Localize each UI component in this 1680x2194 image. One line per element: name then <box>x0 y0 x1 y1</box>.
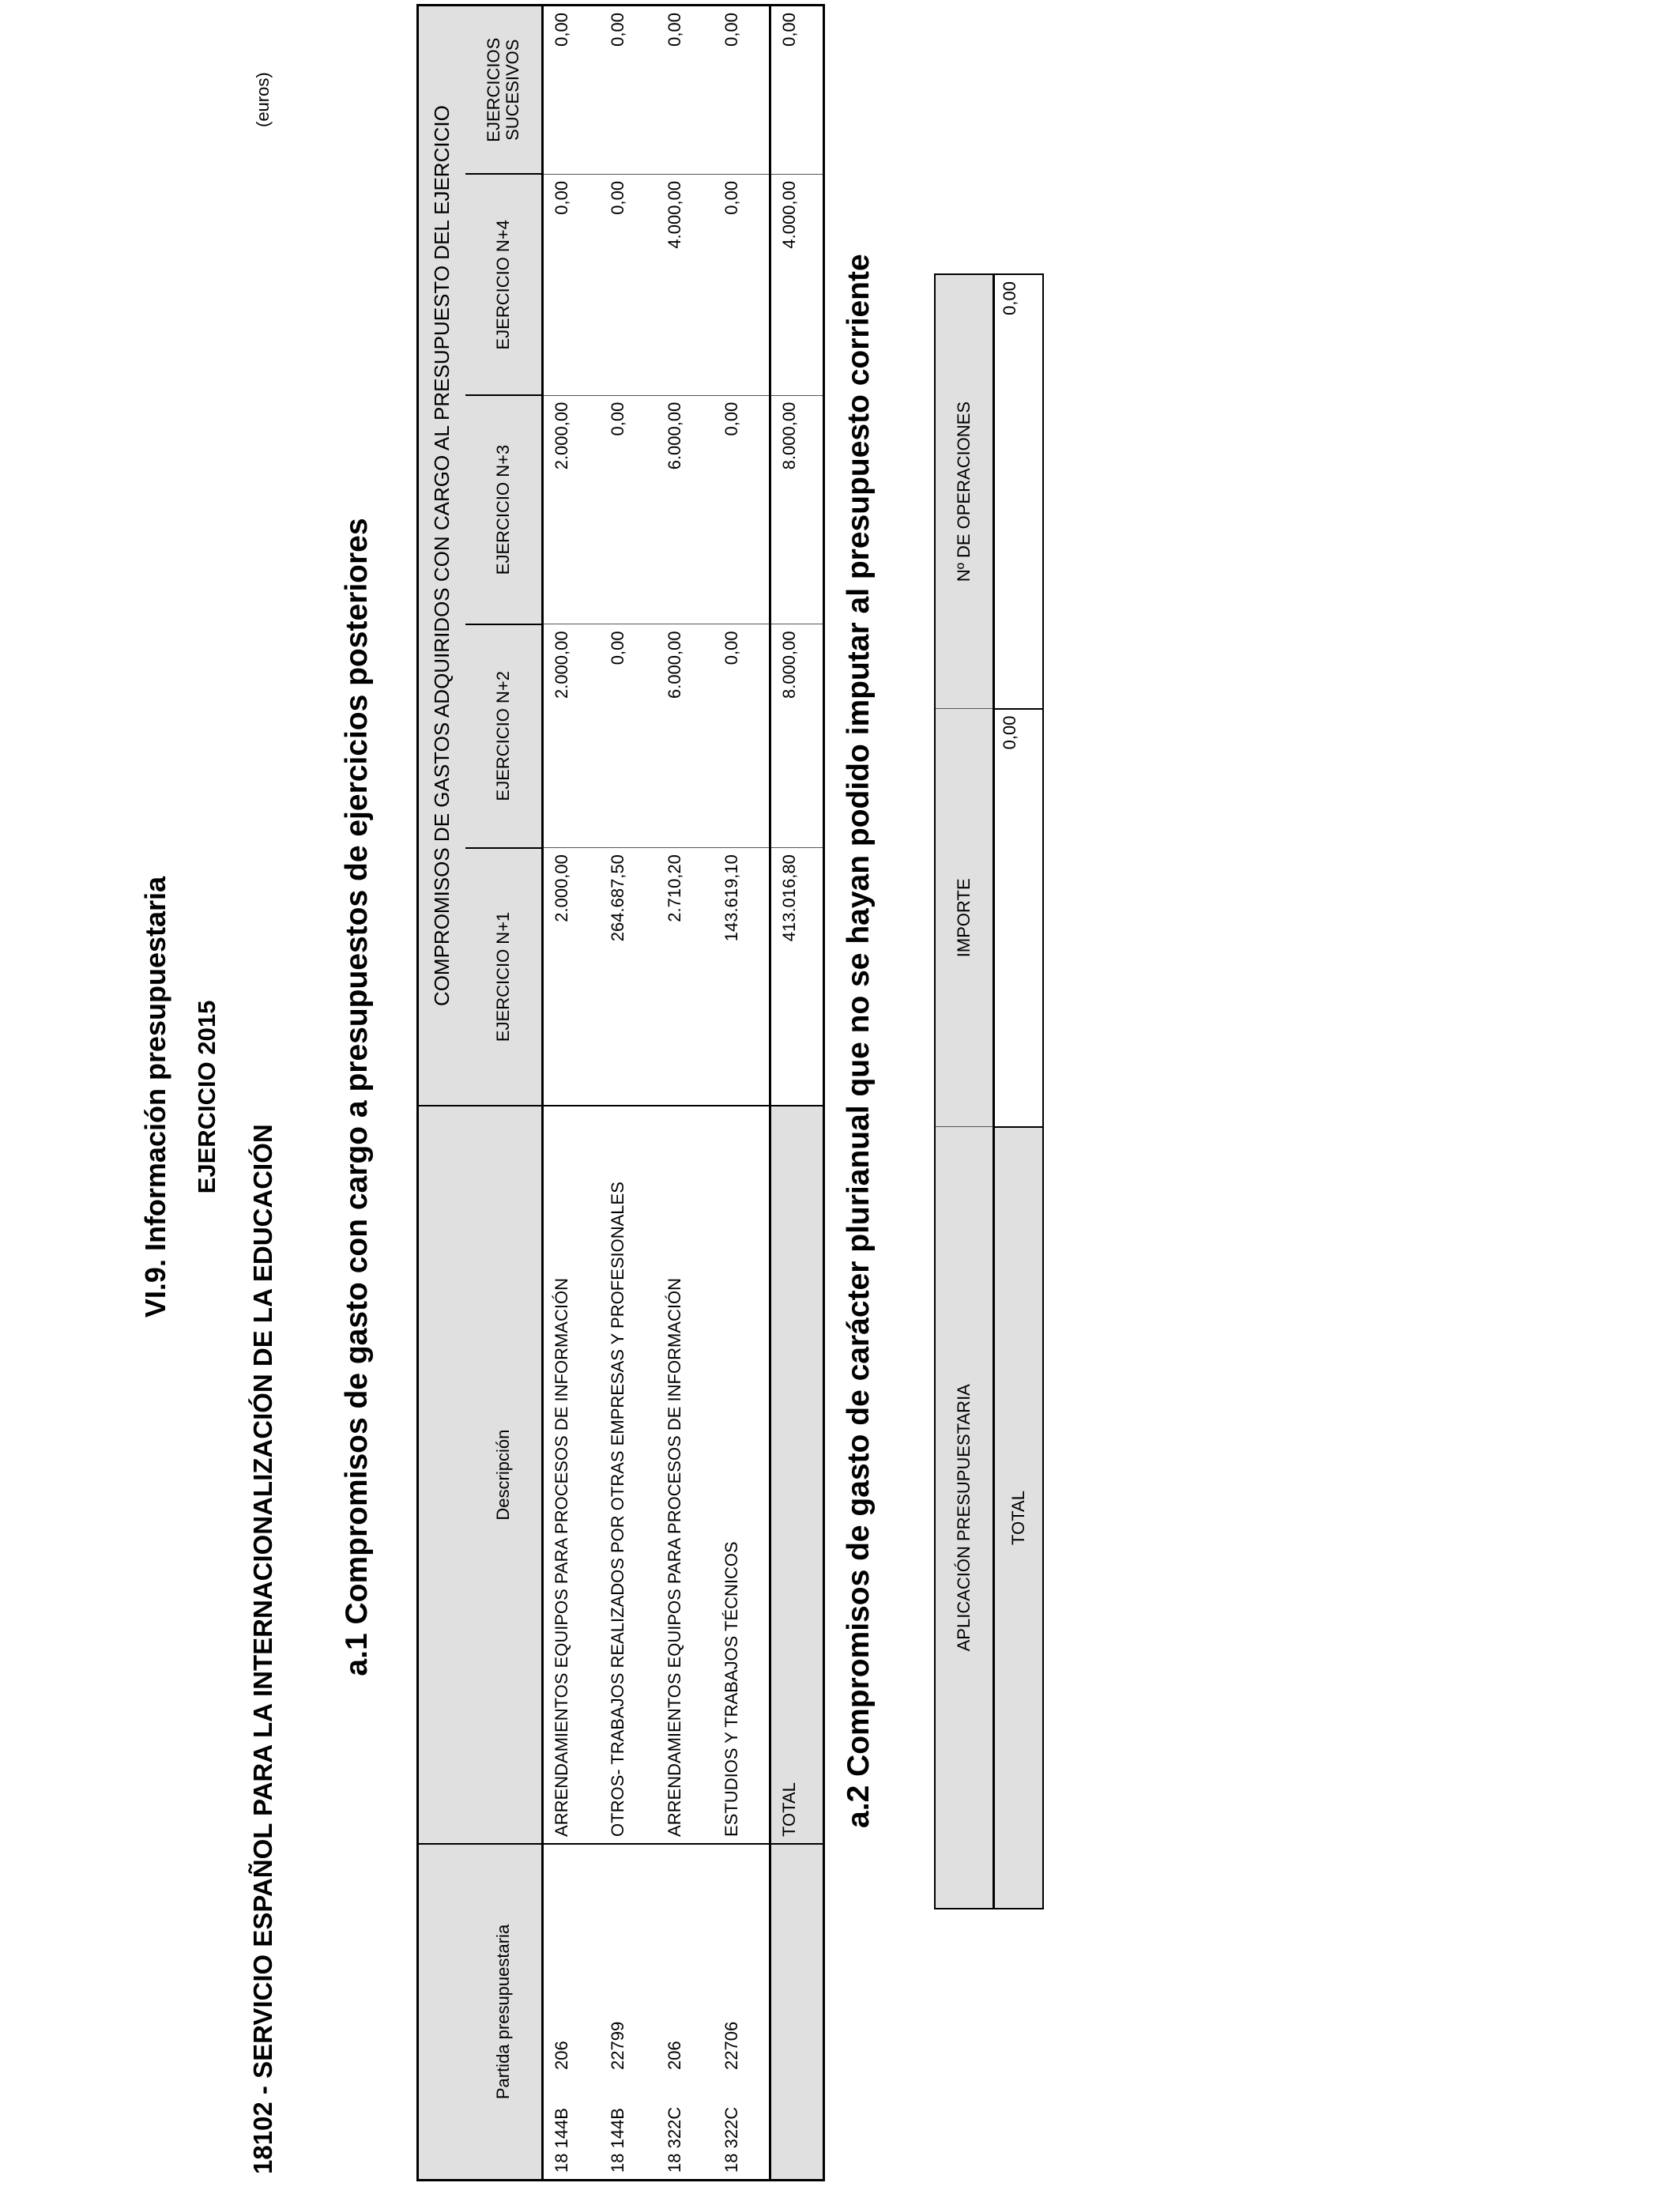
value-n4: 4.000,00 <box>657 174 714 395</box>
value-n2: 0,00 <box>714 624 770 848</box>
value-n2: 6.000,00 <box>657 624 714 848</box>
section-a2-title: a.2 Compromisos de gasto de carácter plurianual que no se hayan podido imputar al presupuesto corriente <box>842 254 876 1828</box>
total-blank <box>770 1844 824 2181</box>
total-n4: 4.000,00 <box>770 174 824 395</box>
value-n4: 0,00 <box>600 174 657 395</box>
value-sucesivos: 0,00 <box>543 6 600 175</box>
value-n3: 6.000,00 <box>657 395 714 624</box>
value-n2: 0,00 <box>600 624 657 848</box>
units-label: (euros) <box>253 72 273 127</box>
col-header-descripcion: Descripción <box>465 1106 543 1844</box>
col-header-aplicacion: APLICACIÓN PRESUPUESTARIA <box>935 1127 994 1909</box>
concept-code: 206 <box>552 2041 571 2070</box>
concept-code: 206 <box>664 2041 684 2070</box>
entity-name: 18102 - SERVICIO ESPAÑOL PARA LA INTERNACIONALIZACIÓN DE LA EDUCACIÓN <box>248 1124 277 2174</box>
row-description: ESTUDIOS Y TRABAJOS TÉCNICOS <box>714 1106 770 1844</box>
total-operaciones: 0,00 <box>994 274 1044 709</box>
program-code: 18 322C <box>664 2106 684 2173</box>
value-sucesivos: 0,00 <box>657 6 714 175</box>
total-label: TOTAL <box>994 1127 1044 1909</box>
value-n4: 0,00 <box>543 174 600 395</box>
value-n2: 2.000,00 <box>543 624 600 848</box>
value-sucesivos: 0,00 <box>600 6 657 175</box>
section-a1-title: a.1 Compromisos de gasto con cargo a presupuestos de ejercicios posteriores <box>340 518 374 1676</box>
col-header-sucesivos <box>465 6 543 175</box>
col-header-operaciones: Nº DE OPERACIONES <box>935 274 994 709</box>
table-row <box>714 6 770 2181</box>
col-header-partida: Partida presupuestaria <box>465 1844 543 2181</box>
col-header-n1: EJERCICIO N+1 <box>465 848 543 1106</box>
row-description: ARRENDAMIENTOS EQUIPOS PARA PROCESOS DE INFORMACIÓN <box>543 1106 600 1844</box>
col-header-n2: EJERCICIO N+2 <box>465 624 543 848</box>
value-sucesivos: 0,00 <box>714 6 770 175</box>
col-header-n3: EJERCICIO N+3 <box>465 395 543 624</box>
concept-code: 22706 <box>721 2021 741 2070</box>
total-row <box>770 6 824 2181</box>
value-n3: 2.000,00 <box>543 395 600 624</box>
program-code: 18 322C <box>721 2106 741 2173</box>
plurianual-table <box>934 273 1044 1909</box>
col-header-importe: IMPORTE <box>935 709 994 1127</box>
table-row <box>657 6 714 2181</box>
total-importe: 0,00 <box>994 709 1044 1127</box>
value-n1: 264.687,50 <box>600 848 657 1106</box>
fiscal-year: EJERCICIO 2015 <box>193 1000 220 1194</box>
total-n3: 8.000,00 <box>770 395 824 624</box>
value-n1: 143.619,10 <box>714 848 770 1106</box>
row-description: OTROS- TRABAJOS REALIZADOS POR OTRAS EMPRESAS Y PROFESIONALES <box>600 1106 657 1844</box>
total-sucesivos: 0,00 <box>770 6 824 175</box>
program-code: 18 144B <box>607 2108 627 2173</box>
total-n1: 413.016,80 <box>770 848 824 1106</box>
program-code: 18 144B <box>552 2108 571 2173</box>
total-label: TOTAL <box>770 1106 824 1844</box>
page-title: VI.9. Información presupuestaria <box>139 876 171 1318</box>
table-row <box>543 6 600 2181</box>
value-n3: 0,00 <box>714 395 770 624</box>
value-n1: 2.710,20 <box>657 848 714 1106</box>
commitments-table <box>416 4 825 2181</box>
header-corner-partida <box>418 1844 465 2181</box>
col-header-sucesivos-line1: EJERCICIOS <box>483 37 503 142</box>
table-row <box>600 6 657 2181</box>
total-row <box>994 274 1044 1909</box>
value-n4: 0,00 <box>714 174 770 395</box>
row-description: ARRENDAMIENTOS EQUIPOS PARA PROCESOS DE INFORMACIÓN <box>657 1106 714 1844</box>
col-header-n4: EJERCICIO N+4 <box>465 174 543 395</box>
group-header: COMPROMISOS DE GASTOS ADQUIRIDOS CON CARGO AL PRESUPUESTO DEL EJERCICIO <box>418 6 465 1106</box>
concept-code: 22799 <box>607 2021 627 2070</box>
total-n2: 8.000,00 <box>770 624 824 848</box>
col-header-sucesivos-line2: SUCESIVOS <box>502 39 522 141</box>
value-n1: 2.000,00 <box>543 848 600 1106</box>
header-corner-descripcion <box>418 1106 465 1844</box>
value-n3: 0,00 <box>600 395 657 624</box>
